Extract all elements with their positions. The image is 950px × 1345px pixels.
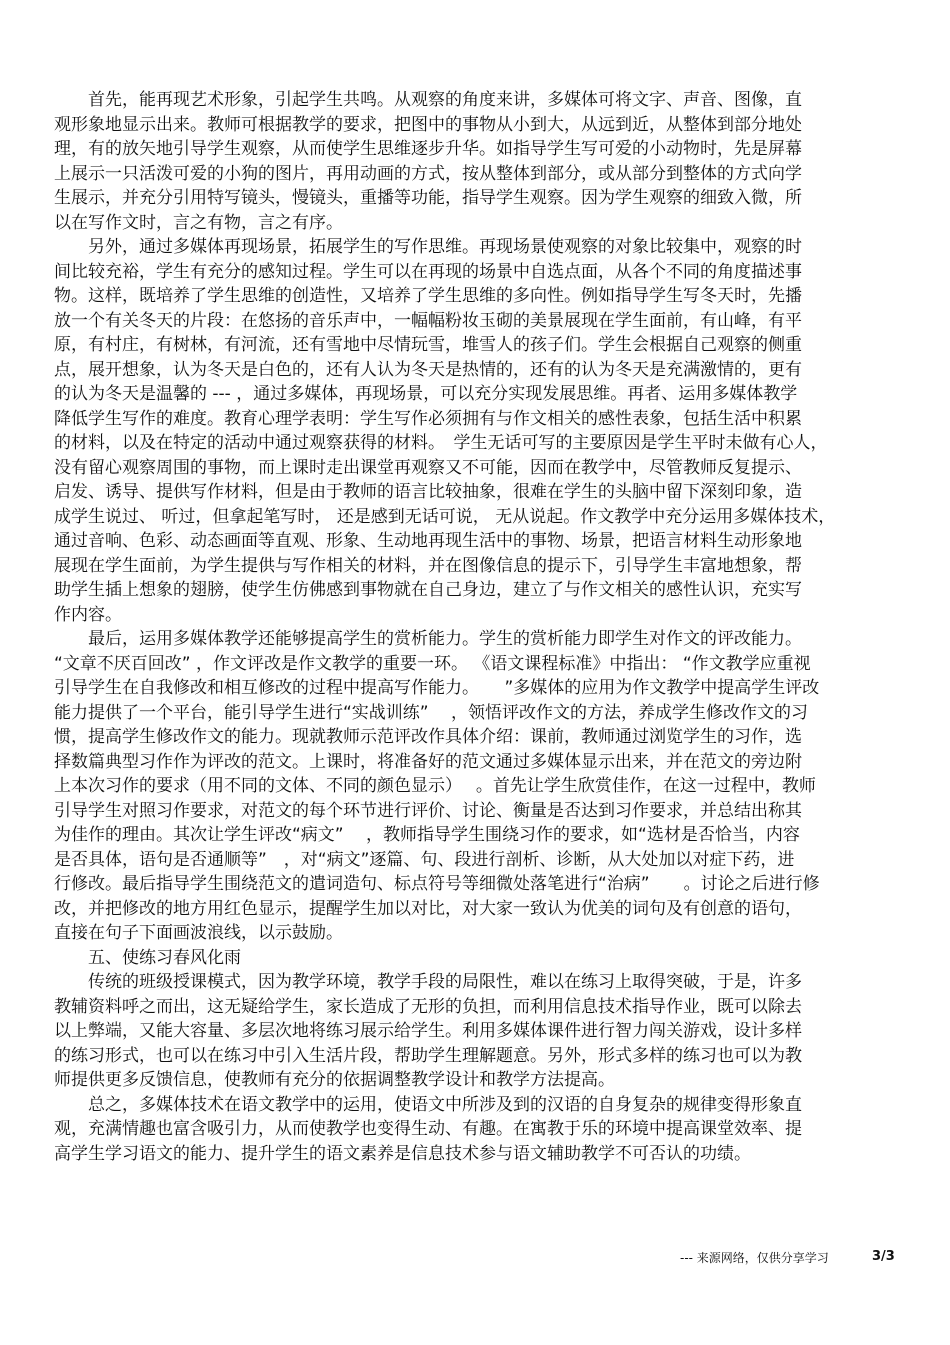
text-line: 点，展开想象，认为冬天是白色的，还有人认为冬天是热情的，还有的认为冬天是充满激情的，更有 — [54, 359, 802, 380]
text-line: 行修改。最后指导学生围绕范文的遣词造句、标点符号等细微处落笔进行“治病” 。讨论之后进行修 — [54, 874, 820, 894]
text-line: 上本次习作的要求（用不同的文体、不同的颜色显示） 。首先让学生欣赏佳作，在这一过程中，教师 — [54, 776, 816, 796]
text-line: 另外，通过多媒体再现场景，拓展学生的写作思维。再现场景使观察的对象比较集中，观察的时 — [54, 237, 802, 257]
text-line: 引导学生在自我修改和相互修改的过程中提高写作能力。 ”多媒体的应用为作文教学中提高学生评改 — [54, 678, 820, 698]
text-line: 改，并把修改的地方用红色显示，提醒学生加以对比，对大家一致认为优美的词句及有创意的语句， — [54, 898, 802, 919]
text-line: 直接在句子下面画波浪线，以示鼓励。 — [54, 923, 343, 943]
text-line: 展现在学生面前，为学生提供与写作相关的材料，并在图像信息的提示下，引导学生丰富地想象，帮 — [54, 555, 802, 576]
text-line: 五、使练习春风化雨 — [54, 947, 241, 968]
text-line: 上展示一只活泼可爱的小狗的图片，再用动画的方式，按从整体到部分，或从部分到整体的方式向学 — [54, 163, 802, 184]
text-line: 观，充满情趣也富含吸引力，从而使教学也变得生动、有趣。在寓教于乐的环境中提高课堂效率、提 — [54, 1119, 802, 1139]
text-line: 首先，能再现艺术形象，引起学生共鸣。从观察的角度来讲，多媒体可将文字、声音、图像，直 — [54, 90, 802, 110]
text-line: 理，有的放矢地引导学生观察，从而使学生思维逐步升华。如指导学生写可爱的小动物时，先是屏幕 — [54, 139, 802, 159]
text-line: 高学生学习语文的能力、提升学生的语文素养是信息技术参与语文辅助教学不可否认的功绩。 — [54, 1143, 751, 1164]
text-line: 物。这样，既培养了学生思维的创造性，又培养了学生思维的多向性。例如指导学生写冬天时，先播 — [54, 286, 802, 306]
text-line: 传统的班级授课模式，因为教学环境，教学手段的局限性，难以在练习上取得突破，于是，许多 — [54, 972, 802, 992]
text-line: 放一个有关冬天的片段：在悠扬的音乐声中，一幅幅粉妆玉砌的美景展现在学生面前，有山峰，有平 — [54, 310, 802, 331]
text-line: 的练习形式，也可以在练习中引入生活片段，帮助学生理解题意。另外，形式多样的练习也可以为教 — [54, 1045, 802, 1066]
text-line: 教辅资料呼之而出，这无疑给学生，家长造成了无形的负担，而利用信息技术指导作业，既可以除去 — [54, 996, 802, 1017]
text-line: 原，有村庄，有树林，有河流，还有雪地中尽情玩雪，堆雪人的孩子们。学生会根据自己观察的侧重 — [54, 335, 802, 355]
text-line: 总之，多媒体技术在语文教学中的运用，使语文中所涉及到的汉语的自身复杂的规律变得形象直 — [54, 1094, 802, 1115]
text-line: 降低学生写作的难度。教育心理学表明：学生写作必须拥有与作文相关的感性表象，包括生活中积累 — [54, 408, 802, 429]
footer-source-note: --- 来源网络，仅供分享学习 — [680, 1251, 829, 1265]
text-line: 成学生说过、 听过，但拿起笔写时， 还是感到无话可说， 无从说起。作文教学中充分运用多媒体技术， — [54, 506, 836, 527]
text-line: 作内容。 — [54, 604, 122, 625]
text-line: 启发、诱导、提供写作材料，但是由于教师的语言比较抽象，很难在学生的头脑中留下深刻印象，造 — [54, 482, 802, 502]
text-line: 的材料，以及在特定的活动中通过观察获得的材料。 学生无话可写的主要原因是学生平时未做有心人， — [54, 433, 828, 453]
text-line: 最后，运用多媒体教学还能够提高学生的赏析能力。学生的赏析能力即学生对作文的评改能力。 — [54, 629, 802, 649]
text-line: 通过音响、色彩、动态画面等直观、形象、生动地再现生活中的事物、场景，把语言材料生动形象地 — [54, 531, 802, 551]
text-line: 择数篇典型习作作为评改的范文。上课时，将准备好的范文通过多媒体显示出来，并在范文的旁边附 — [54, 751, 802, 772]
text-line: 能力提供了一个平台，能引导学生进行“实战训练” ，领悟评改作文的方法，养成学生修改作文的习 — [54, 702, 809, 723]
text-line: 的认为冬天是温馨的 --- ，通过多媒体，再现场景，可以充分实现发展思维。再者、运用多媒体教学 — [54, 384, 798, 404]
text-line: 以在写作文时，言之有物，言之有序。 — [54, 212, 343, 233]
text-line: 没有留心观察周围的事物，而上课时走出课堂再观察又不可能，因而在教学中，尽管教师反复提示、 — [54, 457, 802, 478]
text-line: “文章不厌百回改” ，作文评改是作文教学的重要一环。 《语文课程标准》中指出： “作文教学应重视 — [54, 653, 811, 674]
page-number: 3/3 — [872, 1249, 895, 1264]
text-line: 观形象地显示出来。教师可根据教学的要求，把图中的事物从小到大，从远到近，从整体到部分地处 — [54, 114, 802, 135]
text-line: 是否具体，语句是否通顺等” ，对“病文”逐篇、句、段进行剖析、诊断，从大处加以对症下药，进 — [54, 849, 795, 870]
text-line: 师提供更多反馈信息，使教师有充分的依据调整教学设计和教学方法提高。 — [54, 1070, 615, 1090]
text-line: 助学生插上想象的翅膀，使学生仿佛感到事物就在自己身边，建立了与作文相关的感性认识，充实写 — [54, 580, 802, 600]
text-line: 生展示，并充分引用特写镜头，慢镜头，重播等功能，指导学生观察。因为学生观察的细致入微，所 — [54, 188, 802, 208]
text-line: 以上弊端，又能大容量、多层次地将练习展示给学生。利用多媒体课件进行智力闯关游戏，设计多样 — [54, 1021, 802, 1041]
text-line: 惯，提高学生修改作文的能力。现就教师示范评改作具体介绍：课前，教师通过浏览学生的习作，选 — [54, 727, 802, 747]
text-line: 间比较充裕，学生有充分的感知过程。学生可以在再现的场景中自选点面，从各个不同的角度描述事 — [54, 261, 802, 282]
text-line: 引导学生对照习作要求，对范文的每个环节进行评价、讨论、衡量是否达到习作要求，并总结出称其 — [54, 800, 802, 821]
text-line: 为佳作的理由。其次让学生评改“病文” ，教师指导学生围绕习作的要求，如“选材是否恰当，内容 — [54, 825, 800, 845]
